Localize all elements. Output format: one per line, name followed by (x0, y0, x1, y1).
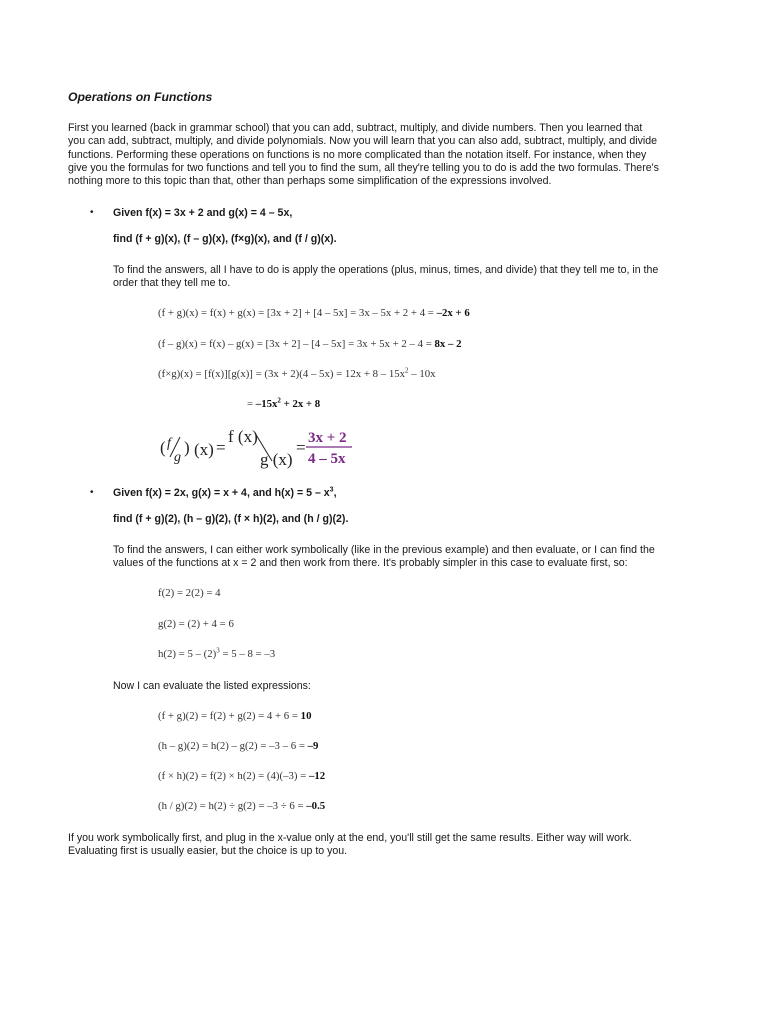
equation-body: (f + g)(x) = f(x) + g(x) = [3x + 2] + [4 – 5x] = 3x – 5x + 2 + 4 = (158, 307, 437, 319)
explain-line: To find the answers, all I have to do is apply the operations (plus, minus, times, and divide) that they tell me to, in the (113, 264, 659, 276)
value-text: h(2) = 5 – (2) (158, 648, 217, 660)
equation-result: –15x (255, 398, 278, 410)
open-paren: ( (160, 438, 166, 457)
eval-result: 10 (300, 710, 312, 722)
frac-equals-2: = (296, 438, 306, 457)
frac-fx: f (x) (228, 427, 258, 446)
equation-product-result (247, 398, 320, 410)
frac-denominator: 4 – 5x (308, 451, 346, 467)
example2-explanation (113, 544, 655, 571)
closing-line: Evaluating first is usually easier, but the choice is up to you. (68, 845, 348, 858)
given-punct: , (333, 487, 337, 499)
eval-result: –0.5 (306, 800, 326, 812)
eval-difference (158, 740, 318, 752)
equation-result: 8x – 2 (434, 338, 462, 350)
eval-body: (f × h)(2) = f(2) × h(2) = (4)(–3) = (158, 770, 309, 782)
eval-result: –9 (307, 740, 319, 752)
frac-equals: = (216, 438, 226, 457)
bullet-marker: • (90, 207, 94, 218)
value-g2: g(2) = (2) + 4 = 6 (158, 618, 234, 630)
intro-line: functions. Performing these operations on functions is no more complicated than the notation itself. For instance, when they (68, 148, 647, 161)
page-title: Operations on Functions (68, 90, 213, 104)
intro-paragraph (68, 122, 659, 188)
frac-g: g (174, 450, 181, 465)
explain-line: values of the functions at x = 2 and then work from there. It's probably simpler in this case to evaluate first, so: (113, 557, 628, 570)
intro-line: First you learned (back in grammar school) that you can add, subtract, multiply, and divide numbers. Then you learned that (68, 122, 643, 134)
explain-line: To find the answers, I can either work symbolically (like in the previous example) and then evaluate, or I can find the (113, 544, 655, 556)
exponent: 3 (329, 486, 334, 494)
eval-body: (f + g)(2) = f(2) + g(2) = 4 + 6 = (158, 710, 301, 722)
equation-prefix: = (247, 398, 256, 410)
example1-explanation (113, 264, 658, 291)
eval-product (158, 770, 325, 782)
equation-result: –2x + 6 (436, 307, 470, 319)
frac-f: f (167, 436, 171, 451)
eval-quotient (158, 800, 325, 812)
eval-result: –12 (308, 770, 326, 782)
frac-x: (x) (194, 440, 214, 459)
exponent: 3 (216, 646, 220, 655)
equation-sum (158, 307, 470, 319)
exponent: 2 (405, 366, 409, 375)
value-f2: f(2) = 2(2) = 4 (158, 587, 221, 599)
frac-gx: g (x) (260, 450, 293, 469)
equation-result: + 2x + 8 (280, 398, 321, 410)
eval-sum (158, 710, 311, 722)
eval-body: (h – g)(2) = h(2) – g(2) = –3 – 6 = (158, 740, 308, 752)
intro-line: nothing more to this topic than that, other than perhaps some simplification of the expressions involved. (68, 175, 552, 188)
closing-line: If you work symbolically first, and plug in the x-value only at the end, you'll still get the same results. Either way will work. (68, 832, 632, 844)
given-text: Given f(x) = 2x, g(x) = x + 4, and h(x) = 5 – x (113, 487, 330, 499)
quotient-formula (160, 425, 370, 471)
equation-product (158, 368, 436, 380)
equation-tail: – 10x (408, 368, 436, 380)
value-text: = 5 – 8 = –3 (219, 648, 276, 660)
equation-difference (158, 338, 462, 350)
close-paren: ) (184, 438, 190, 457)
intro-line: you can add, subtract, multiply, and divide polynomials. Now you will learn that you can also add, subtract, multiply, and divide (68, 135, 658, 148)
frac-numerator: 3x + 2 (308, 430, 347, 446)
bullet-marker: • (90, 487, 94, 498)
value-h2 (158, 648, 275, 660)
explain-line: order that they tell me to. (113, 277, 231, 290)
equation-body: (f×g)(x) = [f(x)][g(x)] = (3x + 2)(4 – 5x) = 12x + 8 – 15x (158, 368, 406, 380)
equation-body: (f – g)(x) = f(x) – g(x) = [3x + 2] – [4 – 5x] = 3x + 5x + 2 – 4 = (158, 338, 435, 350)
example2-find: find (f + g)(2), (h – g)(2), (f × h)(2), and (h / g)(2). (113, 513, 349, 525)
intro-line: give you the formulas for two functions and tell you to find the sum, all they're telling you to do is add the two formulas. There's (68, 161, 659, 174)
closing-paragraph (68, 832, 632, 859)
example1-find: find (f + g)(x), (f – g)(x), (f×g)(x), and (f / g)(x). (113, 233, 337, 245)
example1-given: Given f(x) = 3x + 2 and g(x) = 4 – 5x, (113, 207, 293, 219)
exponent: 2 (277, 396, 281, 405)
now-text: Now I can evaluate the listed expressions: (113, 680, 311, 692)
eval-body: (h / g)(2) = h(2) ÷ g(2) = –3 ÷ 6 = (158, 800, 307, 812)
example2-given (113, 487, 337, 499)
